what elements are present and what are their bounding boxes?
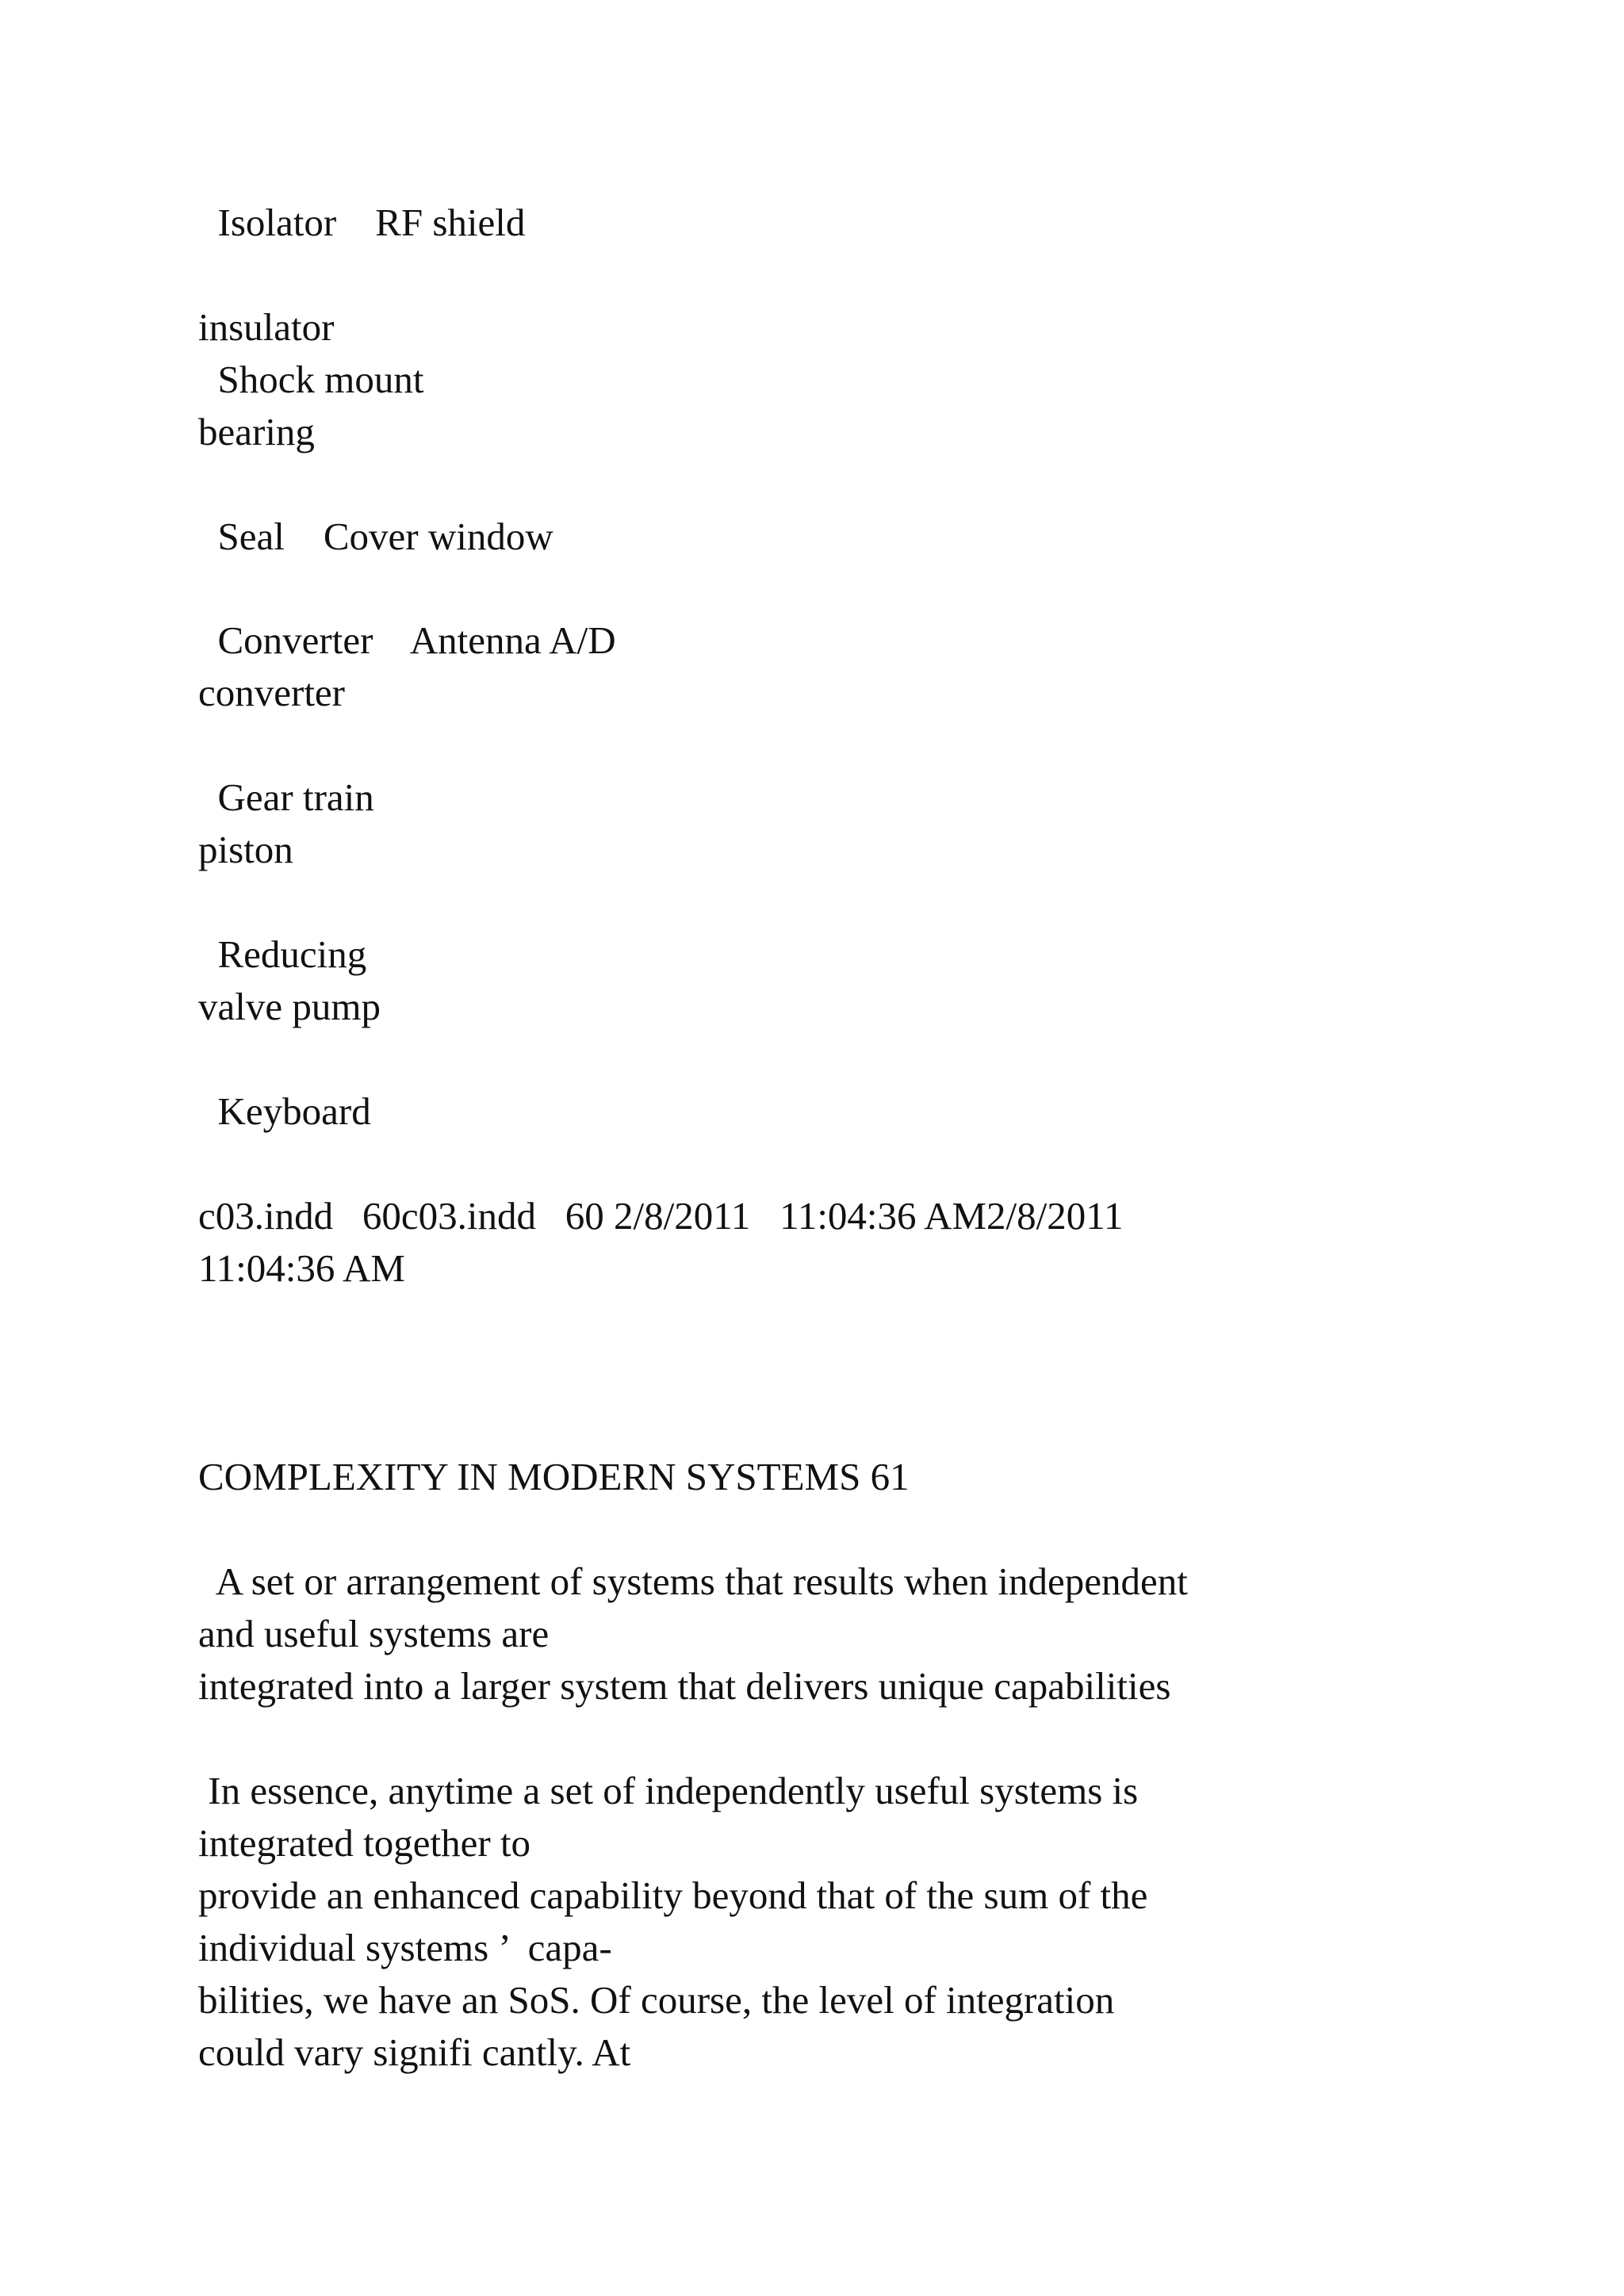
running-header: COMPLEXITY IN MODERN SYSTEMS 61 [198, 1455, 910, 1498]
text-line: insulator [198, 305, 335, 349]
text-line: A set or arrangement of systems that results when independent [198, 1559, 1188, 1603]
file-footer-line: 11:04:36 AM [198, 1246, 405, 1290]
text-line: converter [198, 671, 345, 714]
text-line: Reducing [198, 932, 367, 976]
text-line: Gear train [198, 775, 374, 819]
text-line: bilities, we have an SoS. Of course, the level of integration [198, 1978, 1115, 2022]
text-line: Shock mount [198, 358, 424, 401]
text-line: and useful systems are [198, 1612, 550, 1655]
text-line: could vary signifi cantly. At [198, 2030, 631, 2074]
text-line: In essence, anytime a set of independently useful systems is [198, 1769, 1139, 1812]
text-line: piston [198, 828, 293, 871]
file-footer-line: c03.indd 60c03.indd 60 2/8/2011 11:04:36 AM2/8/2011 [198, 1194, 1124, 1238]
text-line: integrated together to [198, 1821, 531, 1865]
text-line: Converter Antenna A/D [198, 618, 616, 662]
text-line: individual systems ’ capa- [198, 1926, 612, 1969]
text-line: valve pump [198, 985, 381, 1028]
text-line: Seal Cover window [198, 515, 553, 558]
text-line: Isolator RF shield [198, 201, 526, 244]
text-line: integrated into a larger system that delivers unique capabilities [198, 1664, 1171, 1708]
text-line: bearing [198, 410, 315, 453]
text-line: provide an enhanced capability beyond that of the sum of the [198, 1873, 1148, 1917]
text-line: Keyboard [198, 1089, 371, 1133]
